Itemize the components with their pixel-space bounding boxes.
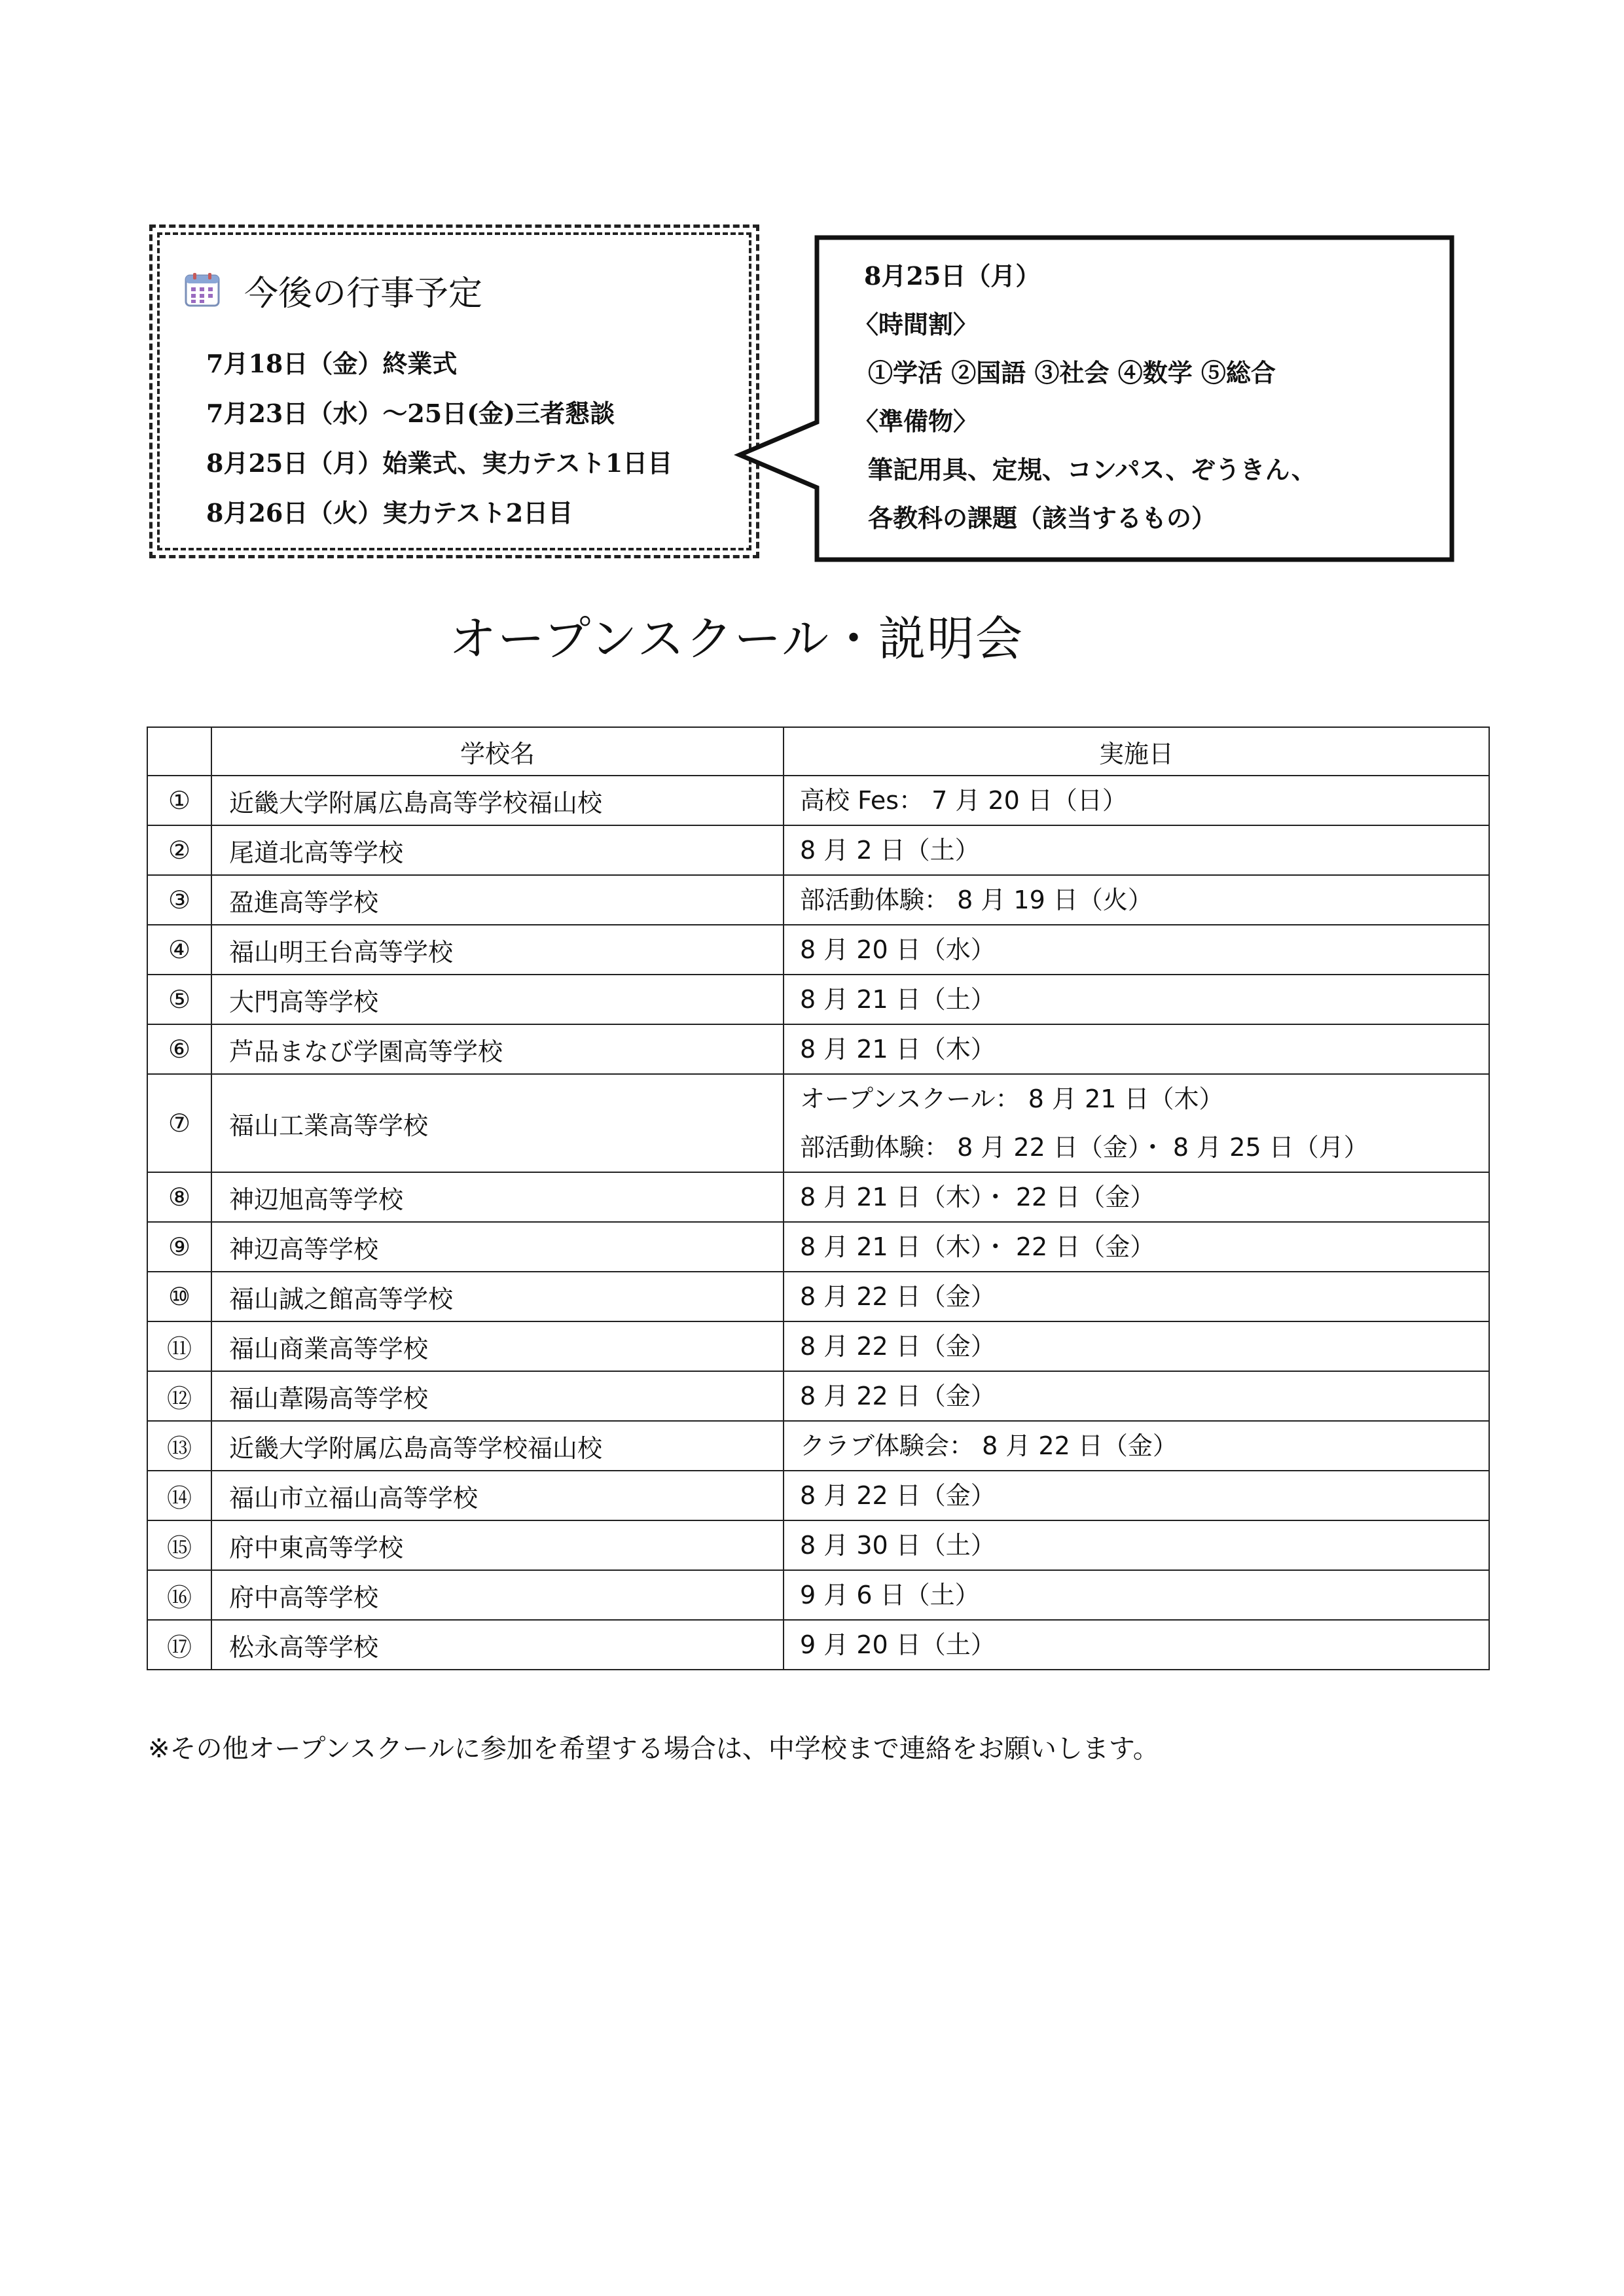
event-dates <box>784 1371 1489 1421</box>
event-dates <box>784 925 1489 975</box>
event-dates <box>784 1074 1489 1172</box>
event-dates <box>784 1024 1489 1074</box>
school-name: 近畿大学附属広島高等学校福山校 <box>211 1421 784 1471</box>
event-date: 8 月 22 日（金） <box>800 1382 996 1410</box>
school-name: 神辺旭高等学校 <box>211 1172 784 1222</box>
table-row <box>147 1620 1489 1670</box>
school-name: 福山明王台高等学校 <box>211 925 784 975</box>
table-row <box>147 1570 1489 1620</box>
school-name: 尾道北高等学校 <box>211 825 784 875</box>
school-name: 福山誠之館高等学校 <box>211 1272 784 1321</box>
event-dates <box>784 975 1489 1024</box>
schedule-header <box>184 267 482 313</box>
row-number: ① <box>147 776 211 825</box>
schedule-list <box>206 339 672 538</box>
table-row <box>147 1421 1489 1471</box>
table-row <box>147 875 1489 925</box>
event-date: 8 月 21 日（木） <box>800 1035 996 1064</box>
row-number: ⑫ <box>147 1371 211 1421</box>
row-number: ⑯ <box>147 1570 211 1620</box>
header-school: 学校名 <box>211 727 784 776</box>
open-school-table <box>147 726 1490 1670</box>
event-dates <box>784 1222 1489 1272</box>
event-date: 高校 Fes： 7 月 20 日（日） <box>800 786 1127 815</box>
event-date: 8 月 21 日（木）・ 22 日（金） <box>800 1183 1155 1211</box>
row-number: ⑥ <box>147 1024 211 1074</box>
event-dates <box>784 776 1489 825</box>
callout-timetable: ①学活 ②国語 ③社会 ④数学 ⑤総合 <box>868 358 1276 387</box>
row-number: ⑧ <box>147 1172 211 1222</box>
schedule-item: 8月25日（月）始業式、実力テスト1日目 <box>206 448 673 478</box>
event-date: 8 月 21 日（土） <box>800 985 996 1014</box>
table-row <box>147 1471 1489 1520</box>
school-name: 府中東高等学校 <box>211 1520 784 1570</box>
event-dates <box>784 875 1489 925</box>
row-number: ⑩ <box>147 1272 211 1321</box>
event-date: 8 月 21 日（木）・ 22 日（金） <box>800 1232 1155 1261</box>
table-row <box>147 776 1489 825</box>
event-dates <box>784 1421 1489 1471</box>
schedule-item: 8月26日（火）実力テスト2日目 <box>206 498 573 528</box>
table-row <box>147 1074 1489 1172</box>
callout-timetable-label: 〈時間割〉 <box>854 310 979 339</box>
event-date: 9 月 6 日（土） <box>800 1581 980 1609</box>
event-date: 部活動体験： 8 月 22 日（金）・ 8 月 25 日（月） <box>800 1133 1369 1162</box>
school-name: 近畿大学附属広島高等学校福山校 <box>211 776 784 825</box>
callout-date: 8月25日（月） <box>864 261 1041 291</box>
row-number: ⑬ <box>147 1421 211 1471</box>
event-dates <box>784 1172 1489 1222</box>
table-row <box>147 1321 1489 1371</box>
school-name: 大門高等学校 <box>211 975 784 1024</box>
event-date: 8 月 30 日（土） <box>800 1531 996 1560</box>
event-date: クラブ体験会： 8 月 22 日（金） <box>800 1431 1178 1460</box>
row-number: ② <box>147 825 211 875</box>
row-number: ⑰ <box>147 1620 211 1670</box>
event-date: 8 月 22 日（金） <box>800 1282 996 1311</box>
table-row <box>147 1520 1489 1570</box>
header-date: 実施日 <box>784 727 1489 776</box>
school-name: 福山市立福山高等学校 <box>211 1471 784 1520</box>
row-number: ⑮ <box>147 1520 211 1570</box>
row-number: ⑭ <box>147 1471 211 1520</box>
event-dates <box>784 1321 1489 1371</box>
footnote: ※その他オープンスクールに参加を希望する場合は、中学校まで連絡をお願いします。 <box>148 1734 1159 1764</box>
school-name: 芦品まなび学園高等学校 <box>211 1024 784 1074</box>
table-row <box>147 1222 1489 1272</box>
event-dates <box>784 1520 1489 1570</box>
table-header-row <box>147 727 1489 776</box>
table-row <box>147 1172 1489 1222</box>
row-number: ⑨ <box>147 1222 211 1272</box>
schedule-box <box>149 224 759 558</box>
row-number: ⑦ <box>147 1074 211 1172</box>
school-name: 神辺高等学校 <box>211 1222 784 1272</box>
table-row <box>147 1024 1489 1074</box>
event-date: 部活動体験： 8 月 19 日（火） <box>800 886 1153 914</box>
event-date: オープンスクール： 8 月 21 日（木） <box>800 1085 1224 1113</box>
section-title: オープンスクール・説明会 <box>449 611 1024 666</box>
row-number: ⑤ <box>147 975 211 1024</box>
event-dates <box>784 1471 1489 1520</box>
row-number: ③ <box>147 875 211 925</box>
event-dates <box>784 825 1489 875</box>
school-name: 松永高等学校 <box>211 1620 784 1670</box>
calendar-icon <box>184 272 221 308</box>
header-number <box>147 727 211 776</box>
schedule-item: 7月18日（金）終業式 <box>206 349 458 378</box>
table-row <box>147 1371 1489 1421</box>
callout-items-line: 筆記用具、定規、コンパス、ぞうきん、 <box>868 455 1316 484</box>
event-dates <box>784 1620 1489 1670</box>
event-date: 8 月 22 日（金） <box>800 1332 996 1361</box>
event-dates <box>784 1570 1489 1620</box>
row-number: ⑪ <box>147 1321 211 1371</box>
table-row <box>147 825 1489 875</box>
table-row <box>147 975 1489 1024</box>
row-number: ④ <box>147 925 211 975</box>
schedule-title: 今後の行事予定 <box>244 274 483 314</box>
school-name: 福山葦陽高等学校 <box>211 1371 784 1421</box>
callout-items-label: 〈準備物〉 <box>854 406 979 436</box>
callout-items-line: 各教科の課題（該当するもの） <box>868 503 1217 533</box>
schedule-item: 7月23日（水）～25日(金)三者懇談 <box>206 399 615 428</box>
event-date: 9 月 20 日（土） <box>800 1630 996 1659</box>
event-date: 8 月 22 日（金） <box>800 1481 996 1510</box>
table-row <box>147 1272 1489 1321</box>
school-name: 府中高等学校 <box>211 1570 784 1620</box>
table-body <box>147 776 1489 1670</box>
callout-bubble <box>733 232 1466 573</box>
event-date: 8 月 2 日（土） <box>800 836 980 865</box>
school-name: 福山工業高等学校 <box>211 1074 784 1172</box>
event-dates <box>784 1272 1489 1321</box>
school-name: 盈進高等学校 <box>211 875 784 925</box>
callout-content <box>854 252 1316 543</box>
event-date: 8 月 20 日（水） <box>800 935 996 964</box>
school-name: 福山商業高等学校 <box>211 1321 784 1371</box>
table-row <box>147 925 1489 975</box>
